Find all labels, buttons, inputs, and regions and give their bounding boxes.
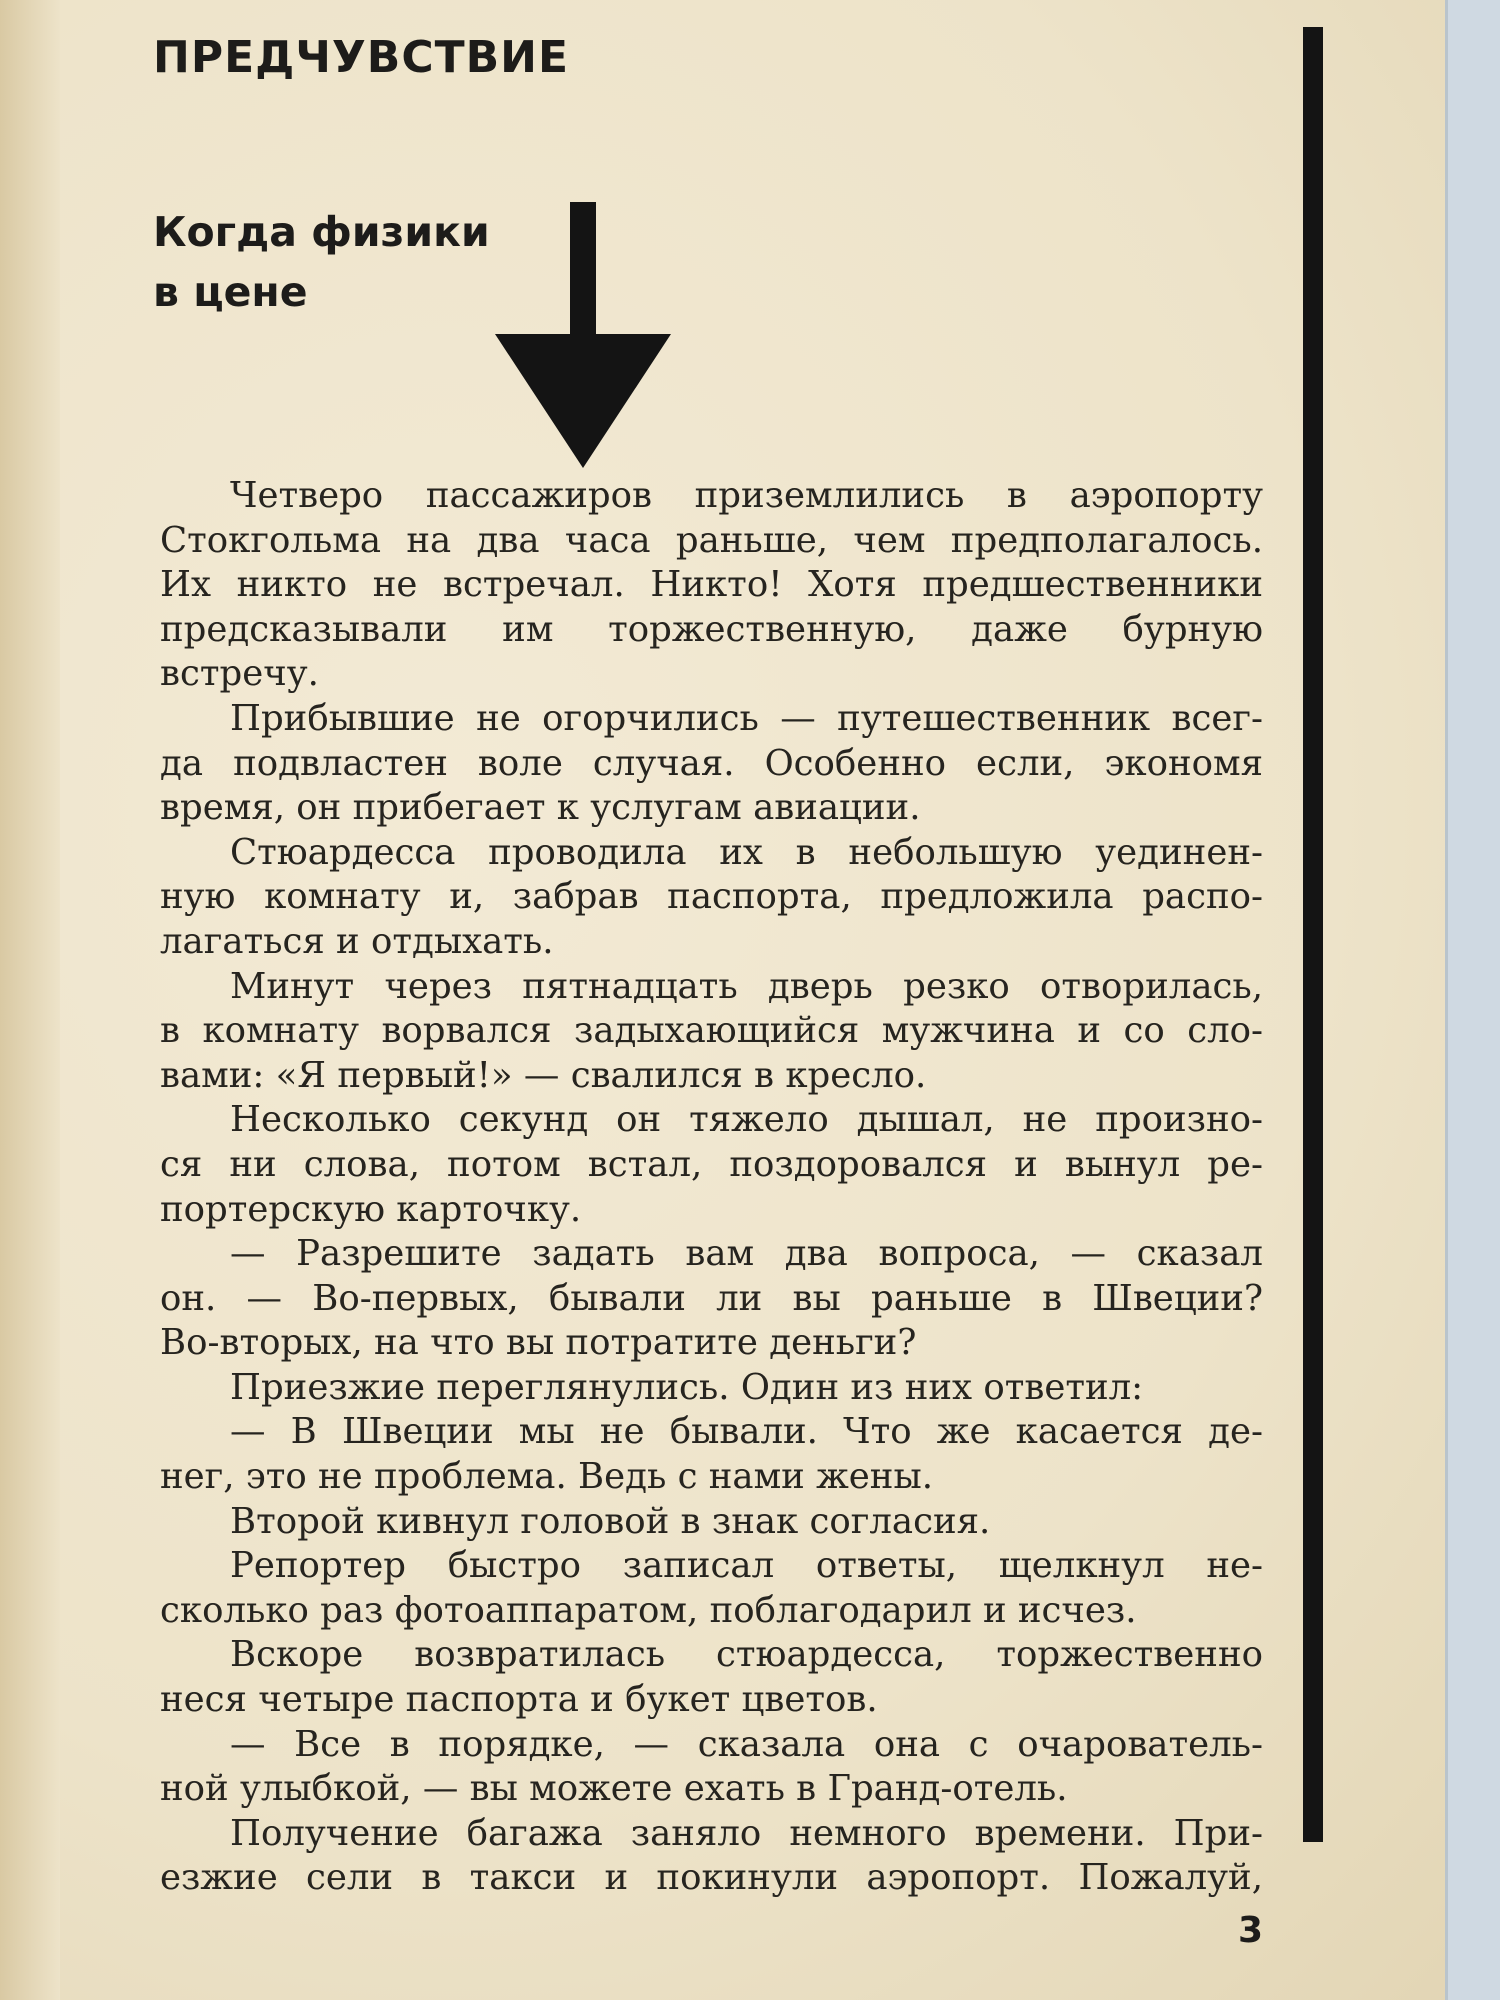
body-text (160, 474, 1263, 1901)
text-line: Второй кивнул головой в знак согласия. (230, 1500, 991, 1542)
text-line: сколько раз фотоаппаратом, поблагодарил и исчез. (160, 1589, 1137, 1631)
text-line: Стюардесса проводила их в небольшую уединен- (230, 831, 1263, 873)
text-line: нег, это не проблема. Ведь с нами жены. (160, 1456, 933, 1498)
text-line: предсказывали им торжественную, даже бурную (160, 608, 1263, 650)
text-line: лагаться и отдыхать. (160, 920, 554, 962)
text-line: портерскую карточку. (160, 1188, 582, 1230)
text-line: да подвластен воле случая. Особенно если, экономя (160, 742, 1263, 784)
text-line: Прибывшие не огорчились — путешественник всег- (230, 697, 1263, 739)
text-line: Получение багажа заняло немного времени. При- (230, 1812, 1263, 1854)
chapter-title-line-2: в цене (153, 268, 308, 316)
text-line: Четверо пассажиров приземлились в аэропорту (230, 475, 1263, 516)
text-line: он. — Во-первых, бывали ли вы раньше в Швеции? (160, 1277, 1263, 1319)
text-line: Несколько секунд он тяжело дышал, не произно- (230, 1099, 1263, 1141)
chapter-title-line-1: Когда физики (153, 208, 490, 256)
text-line: время, он прибегает к услугам авиации. (160, 787, 921, 829)
text-line: Вскоре возвратилась стюардесса, торжественно (230, 1634, 1263, 1676)
text-line: ную комнату и, забрав паспорта, предложила распо- (160, 876, 1263, 918)
text-line: ся ни слова, потом встал, поздоровался и вынул ре- (160, 1143, 1263, 1185)
text-line: ной улыбкой, — вы можете ехать в Гранд-отель. (160, 1768, 1068, 1810)
text-line: — В Швеции мы не бывали. Что же касается де- (230, 1411, 1263, 1453)
page-gutter-shadow (0, 0, 60, 2000)
text-line: — Разрешите задать вам два вопроса, — сказал (230, 1233, 1263, 1275)
text-line: вами: «Я первый!» — свалился в кресло. (160, 1054, 927, 1096)
text-line: Стокгольма на два часа раньше, чем предполагалось. (160, 519, 1263, 561)
text-line: езжие сели в такси и покинули аэропорт. Пожалуй, (160, 1857, 1263, 1899)
background-notebook-edge (1445, 0, 1500, 2000)
page-number: 3 (1238, 1910, 1264, 1951)
vertical-rule (1303, 27, 1323, 1842)
text-line: в комнату ворвался задыхающийся мужчина и со сло- (160, 1010, 1263, 1052)
text-line: неся четыре паспорта и букет цветов. (160, 1679, 878, 1721)
text-line: Репортер быстро записал ответы, щелкнул не- (230, 1545, 1263, 1587)
chapter-title (153, 202, 513, 322)
text-line: встречу. (160, 653, 319, 695)
section-title: ПРЕДЧУВСТВИЕ (153, 32, 570, 83)
text-line: Минут через пятнадцать дверь резко отворилась, (230, 965, 1263, 1007)
text-line: Их никто не встречал. Никто! Хотя предшественники (160, 564, 1263, 606)
down-arrow-icon (495, 202, 675, 472)
text-line: Приезжие переглянулись. Один из них ответил: (230, 1366, 1144, 1408)
text-line: — Все в порядке, — сказала она с очарователь- (230, 1723, 1263, 1765)
text-line: Во-вторых, на что вы потратите деньги? (160, 1322, 917, 1364)
